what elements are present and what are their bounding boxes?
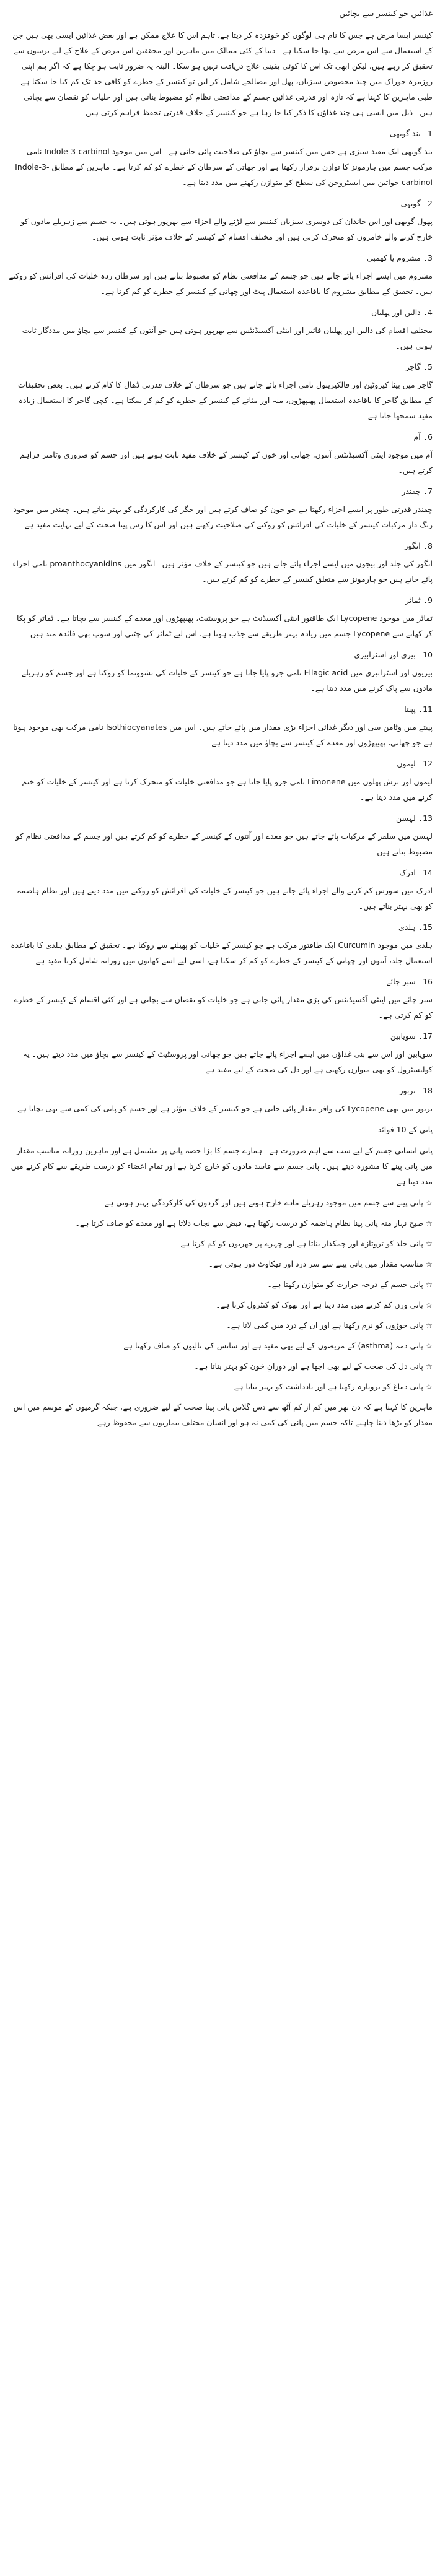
food-heading: 10۔ بیری اور اسٹرابیری [354, 650, 433, 659]
food-body: گاجر میں بیٹا کیروٹین اور فالکیرینول نامی اجزاء پائے جاتے ہیں جو سرطان کے خلاف قدرتی ڈھال کا کام کرتے ہیں۔ بعض تحقیقات کے مطابق گاجر کا باقاعدہ استعمال پھیپھڑوں، منہ اور مثانے کے کینسر کے خطرے کو کم کر سکتا ہے۔ کچی گاجر کا استعمال زیادہ مفید سمجھا جاتا ہے۔ [17, 380, 433, 420]
food-body: بیریوں اور اسٹرابیری میں Ellagic acid نامی جزو پایا جاتا ہے جو کینسر کے خلیات کی نشوونما کو روکتا ہے اور جسم کو زہریلے مادوں سے پاک کرنے میں مدد دیتا ہے۔ [21, 668, 433, 693]
food-body: مشروم میں ایسے اجزاء پائے جاتے ہیں جو جسم کے مدافعتی نظام کو مضبوط بناتے ہیں اور سرطان زدہ خلیات کی افزائش کو روکتے ہیں۔ تحقیق کے مطابق مشروم کا باقاعدہ استعمال پیٹ اور چھاتی کے کینسر کے خطرے کو کم کرتا ہے۔ [8, 271, 433, 296]
food-heading: 12۔ لیموں [397, 759, 433, 768]
food-section [7, 756, 433, 805]
food-section [7, 305, 433, 353]
water-tip: ☆ پانی دل کی صحت کے لیے بھی اچھا ہے اور دورانِ خون کو بہتر بناتا ہے۔ [194, 1361, 433, 1371]
food-heading: 8۔ انگور [404, 541, 433, 550]
food-heading: 11۔ پپیتا [404, 705, 433, 714]
food-body: چقندر قدرتی طور پر ایسے اجزاء رکھتا ہے جو خون کو صاف کرتے ہیں اور جگر کی کارکردگی کو بہتر بناتے ہیں۔ چقندر میں موجود رنگ دار مرکبات کینسر کے خلیات کی افزائش کو روکنے کی صلاحیت رکھتے ہیں اور اس کا رس پینا صحت کے لیے نہایت مفید ہے۔ [13, 505, 433, 529]
food-section [7, 974, 433, 1023]
food-body: سویابین اور اس سے بنی غذاؤں میں ایسے اجزاء پائے جاتے ہیں جو چھاتی اور پروسٹیٹ کے کینسر سے بچاؤ میں مدد دیتے ہیں۔ یہ کولیسٹرول کو بھی متوازن رکھتی ہے اور دل کی صحت کے لیے مفید ہے۔ [22, 1049, 433, 1074]
food-section [7, 647, 433, 696]
food-heading: 15۔ ہلدی [398, 922, 433, 932]
food-body: آم میں موجود اینٹی آکسیڈنٹس آنتوں، چھاتی اور خون کے کینسر کے خلاف مفید ثابت ہوتے ہیں اور جسم کو ضروری وٹامنز فراہم کرتے ہیں۔ [19, 450, 433, 475]
food-section [7, 250, 433, 299]
food-heading: 6۔ آم [413, 432, 433, 441]
food-heading: 18۔ تربوز [399, 1086, 433, 1095]
food-section [7, 592, 433, 641]
water-tip: ☆ پانی پینے سے جسم میں موجود زہریلے مادے خارج ہوتے ہیں اور گردوں کی کارکردگی بہتر ہوتی ہے۔ [100, 1198, 433, 1207]
food-heading: 14۔ ادرک [399, 868, 433, 877]
food-section [7, 538, 433, 587]
food-section [7, 126, 433, 190]
food-body: ٹماٹر میں موجود Lycopene ایک طاقتور اینٹی آکسیڈنٹ ہے جو پروسٹیٹ، پھیپھڑوں اور معدے کے کینسر سے بچاتا ہے۔ ٹماٹر کو پکا کر کھانے سے Lycopene جسم میں زیادہ بہتر طریقے سے جذب ہوتا ہے، اس لیے ٹماٹر کی چٹنی اور سوپ بھی فائدہ مند ہیں۔ [16, 614, 433, 638]
food-list [7, 126, 433, 1116]
food-body: انگور کی جلد اور بیجوں میں ایسے اجزاء پائے جاتے ہیں جو کینسر کے خلاف مؤثر ہیں۔ انگور میں proanthocyanidins نامی اجزاء پائے جاتے ہیں جو ہارمونز سے متعلق کینسر کے خطرے کو کم کرتے ہیں۔ [12, 559, 433, 584]
food-section [7, 484, 433, 532]
food-heading: 4۔ دالیں اور پھلیاں [371, 308, 433, 317]
food-body: پھول گوبھی اور اس خاندان کی دوسری سبزیاں کینسر سے لڑنے والے اجزاء سے بھرپور ہوتی ہیں۔ یہ جسم سے زہریلے مادوں کو خارج کرنے والے خامروں کو متحرک کرتی ہیں اور مختلف اقسام کے کینسر کے خلاف مؤثر ثابت ہوتی ہیں۔ [20, 217, 433, 241]
food-section [7, 196, 433, 245]
article-closing: ماہرین کا کہنا ہے کہ دن بھر میں کم از کم آٹھ سے دس گلاس پانی پینا صحت کے لیے ضروری ہے، جبکہ گرمیوں کے موسم میں اس مقدار کو بڑھا دینا چاہیے تاکہ جسم میں پانی کی کمی نہ ہو اور انسان مختلف بیماریوں سے محفوظ رہے۔ [13, 1402, 433, 1427]
food-heading: 1۔ بند گوبھی [389, 129, 433, 138]
food-section [7, 1083, 433, 1116]
article-intro: کینسر ایسا مرض ہے جس کا نام ہی لوگوں کو خوفزدہ کر دیتا ہے، تاہم اس کا علاج ممکن ہے اور بعض غذائیں ایسی بھی ہیں جن کے استعمال سے اس مرض سے بچا جا سکتا ہے۔ دنیا کے کئی ممالک میں ماہرین اور محققین اس مرض کے علاج کے لیے برسوں سے تحقیق کر رہے ہیں، لیکن ابھی تک اس کا کوئی یقینی علاج دریافت نہیں ہو سکا۔ البتہ یہ ضرور ثابت ہو چکا ہے کہ اگر ہم اپنی روزمرہ خوراک میں چند مخصوص سبزیاں، پھل اور مصالحے شامل کر لیں تو کینسر کے خطرے کو کافی حد تک کم کیا جا سکتا ہے۔ طبی ماہرین کا کہنا ہے کہ تازہ اور قدرتی غذائیں جسم کے مدافعتی نظام کو مضبوط بناتی ہیں اور خلیات کو نقصان سے بچاتی ہیں۔ ذیل میں ایسی ہی چند غذاؤں کا ذکر کیا جا رہا ہے جو کینسر کے خلاف قدرتی تحفظ فراہم کرتی ہیں۔ [12, 30, 433, 117]
water-heading: پانی کے 10 فوائد [377, 1125, 433, 1134]
food-section [7, 429, 433, 478]
water-intro: پانی انسانی جسم کے لیے سب سے اہم ضرورت ہے۔ ہمارے جسم کا بڑا حصہ پانی پر مشتمل ہے اور ماہرین روزانہ مناسب مقدار میں پانی پینے کا مشورہ دیتے ہیں۔ پانی جسم سے فاسد مادوں کو خارج کرتا ہے اور تمام اعضاء کو درست طریقے سے کام کرنے میں مدد دیتا ہے۔ [11, 1146, 433, 1186]
food-heading: 17۔ سویابین [390, 1031, 433, 1041]
water-tip: ☆ مناسب مقدار میں پانی پینے سے سر درد اور تھکاوٹ دور ہوتی ہے۔ [208, 1259, 433, 1268]
food-body: ہلدی میں موجود Curcumin ایک طاقتور مرکب ہے جو کینسر کے خلیات کو پھیلنے سے روکتا ہے۔ تحقیق کے مطابق ہلدی کا باقاعدہ استعمال جلد، آنتوں اور چھاتی کے کینسر کے خطرے کو کم کر سکتا ہے، اسی لیے اسے کھانوں میں روزانہ شامل کرنا مفید ہے۔ [11, 940, 433, 965]
food-section [7, 810, 433, 859]
food-heading: 9۔ ٹماٹر [405, 596, 433, 605]
food-section [7, 865, 433, 914]
food-section [7, 919, 433, 968]
food-section [7, 1028, 433, 1077]
food-heading: 16۔ سبز چائے [386, 977, 433, 986]
food-body: لہسن میں سلفر کے مرکبات پائے جاتے ہیں جو معدے اور آنتوں کے کینسر کے خطرے کو کم کرتے ہیں اور جسم کے مدافعتی نظام کو مضبوط بناتے ہیں۔ [15, 831, 433, 856]
water-tips [7, 1195, 433, 1394]
water-tip: ☆ پانی دمہ (asthma) کے مریضوں کے لیے بھی مفید ہے اور سانس کی نالیوں کو صاف رکھتا ہے۔ [119, 1341, 433, 1350]
article-title: غذائیں جو کینسر سے بچائیں [339, 9, 433, 19]
food-heading: 2۔ گوبھی [400, 199, 433, 208]
water-tip: ☆ پانی دماغ کو تروتازہ رکھتا ہے اور یادداشت کو بہتر بناتا ہے۔ [229, 1382, 433, 1391]
food-body: ادرک میں سوزش کم کرنے والے اجزاء پائے جاتے ہیں جو کینسر کے خلیات کی افزائش کو روکنے میں مدد دیتے ہیں اور نظام ہاضمہ کو بھی بہتر بناتے ہیں۔ [17, 886, 433, 911]
food-body: تربوز میں بھی Lycopene کی وافر مقدار پائی جاتی ہے جو کینسر کے خلاف مؤثر ہے اور جسم کو پانی کی کمی سے بھی بچاتا ہے۔ [12, 1104, 433, 1113]
water-tip: ☆ پانی وزن کم کرنے میں مدد دیتا ہے اور بھوک کو کنٹرول کرتا ہے۔ [216, 1300, 433, 1309]
food-body: پپیتے میں وٹامن سی اور دیگر غذائی اجزاء بڑی مقدار میں پائے جاتے ہیں۔ اس میں Isothiocyanates نامی مرکب بھی موجود ہوتا ہے جو چھاتی، پھیپھڑوں اور معدے کے کینسر سے بچاؤ میں مدد دیتا ہے۔ [13, 722, 433, 747]
food-body: بند گوبھی ایک مفید سبزی ہے جس میں کینسر سے بچاؤ کی صلاحیت پائی جاتی ہے۔ اس میں موجود Indole-3-carbinol نامی مرکب جسم میں ہارمونز کا توازن برقرار رکھتا ہے اور چھاتی کے سرطان کے خطرے کو کم کرتا ہے۔ ماہرین کے مطابق Indole-3-carbinol خواتین میں ایسٹروجن کی سطح کو متوازن رکھنے میں مدد دیتا ہے۔ [15, 147, 433, 187]
food-body: لیموں اور ترش پھلوں میں Limonene نامی جزو پایا جاتا ہے جو مدافعتی خلیات کو متحرک کرتا ہے اور کینسر کے خلیات کو ختم کرنے میں مدد دیتا ہے۔ [22, 777, 433, 802]
food-heading: 13۔ لہسن [395, 813, 433, 823]
food-section [7, 359, 433, 423]
food-body: مختلف اقسام کی دالیں اور پھلیاں فائبر اور اینٹی آکسیڈنٹس سے بھرپور ہوتی ہیں جو آنتوں کے کینسر سے بچاؤ میں مددگار ثابت ہوتی ہیں۔ [22, 326, 433, 350]
food-heading: 7۔ چقندر [402, 487, 433, 496]
food-section [7, 701, 433, 750]
food-heading: 5۔ گاجر [405, 362, 433, 371]
food-heading: 3۔ مشروم یا کھمبی [366, 253, 433, 262]
water-tip: ☆ پانی جلد کو تروتازہ اور چمکدار بناتا ہے اور چہرے پر جھریوں کو کم کرتا ہے۔ [176, 1239, 433, 1248]
water-tip: ☆ پانی جوڑوں کو نرم رکھتا ہے اور ان کے درد میں کمی لاتا ہے۔ [226, 1321, 433, 1330]
food-body: سبز چائے میں اینٹی آکسیڈنٹس کی بڑی مقدار پائی جاتی ہے جو خلیات کو نقصان سے بچاتی ہے اور کئی اقسام کے کینسر کے خطرے کو کم کرتی ہے۔ [14, 995, 433, 1020]
water-tip: ☆ پانی جسم کے درجہ حرارت کو متوازن رکھتا ہے۔ [267, 1280, 433, 1289]
water-tip: ☆ صبح نہار منہ پانی پینا نظام ہاضمہ کو درست رکھتا ہے، قبض سے نجات دلاتا ہے اور معدے کو صاف کرتا ہے۔ [75, 1218, 433, 1228]
